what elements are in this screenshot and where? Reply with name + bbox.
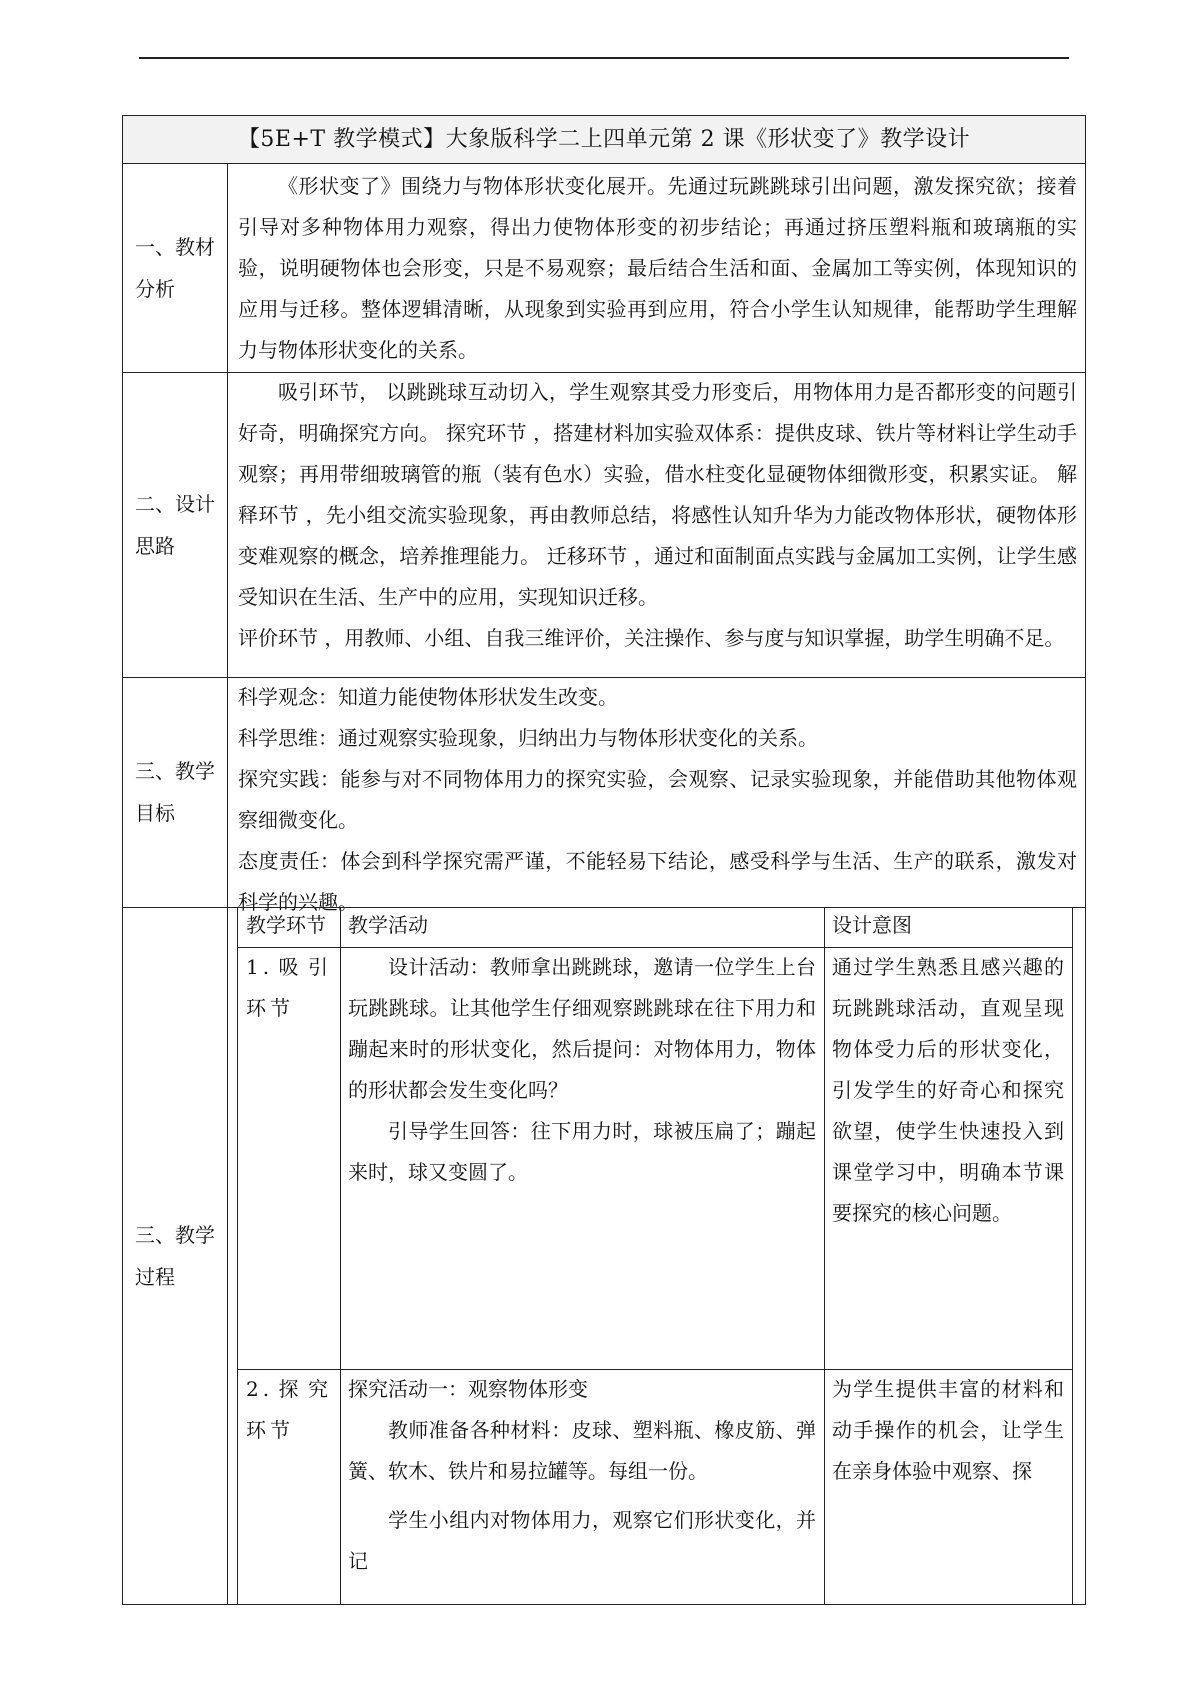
process-table xyxy=(237,907,1073,1604)
intent-cell: 通过学生熟悉且感兴趣的玩跳跳球活动，直观呈现物体受力后的形状变化，引发学生的好奇心和探究欲望，使学生快速投入到课堂学习中，明确本节课要探究的核心问题。 xyxy=(832,955,1064,1225)
header-intent: 设计意图 xyxy=(832,913,912,937)
lesson-plan-table xyxy=(122,115,1086,1605)
stage-cell: 1.吸引环节 xyxy=(246,955,332,1020)
section-content-objectives xyxy=(227,677,1085,914)
header-activity: 教学活动 xyxy=(348,913,428,937)
section-content-analysis xyxy=(227,164,1085,372)
header-stage: 教学环节 xyxy=(246,913,326,937)
objective-line: 态度责任：体会到科学探究需严谨，不能轻易下结论，感受科学与生活、生产的联系，激发对科学的兴趣。 xyxy=(238,849,1077,914)
objective-line: 科学观念：知道力能使物体形状发生改变。 xyxy=(238,685,618,709)
activity-cell xyxy=(340,1369,824,1604)
activity-paragraph: 设计活动：教师拿出跳跳球，邀请一位学生上台玩跳跳球。让其他学生仔细观察跳跳球在往下用力和蹦起来时的形状变化，然后提问：对物体用力，物体的形状都会发生变化吗？ xyxy=(348,955,816,1102)
stage-cell: 2.探究环节 xyxy=(246,1377,332,1442)
activity-cell xyxy=(340,947,824,1369)
activity-paragraph: 学生小组内对物体用力，观察它们形状变化，并记 xyxy=(348,1508,816,1573)
document-title: 【5E+T 教学模式】大象版科学二上四单元第 2 课《形状变了》教学设计 xyxy=(123,116,1085,164)
objective-line: 科学思维：通过观察实验现象，归纳出力与物体形状变化的关系。 xyxy=(238,726,818,750)
intent-cell: 为学生提供丰富的材料和动手操作的机会，让学生在亲身体验中观察、探 xyxy=(832,1377,1064,1483)
design-text: 吸引环节， 以跳跳球互动切入，学生观察其受力形变后，用物体用力是否都形变的问题引好奇，明确探究方向。 探究环节 ，搭建材料加实验双体系：提供皮球、铁片等材料让学生动手观察；再用带细玻璃管的瓶（装有色水）实验，借水柱变化显硬物体细微形变，积累实证。 解释环节 ，先小组交流实验现象，再由教师总结，将感性认知升华为力能改物体形状，硬物体形变难观察的概念，培养推理能力。 迁移环节 ，通过和面制面点实践与金属加工实例，让学生感受知识在生活、生产中的应用，实现知识迁移。 xyxy=(238,380,1077,609)
section-label-process: 三、教学过程 xyxy=(135,1222,215,1289)
activity-paragraph: 教师准备各种材料：皮球、塑料瓶、橡皮筋、弹簧、软木、铁片和易拉罐等。每组一份。 xyxy=(348,1418,816,1483)
column-divider xyxy=(227,907,228,1604)
section-label-objectives: 三、教学目标 xyxy=(135,759,215,825)
activity-paragraph: 引导学生回答：往下用力时，球被压扁了；蹦起来时，球又变圆了。 xyxy=(348,1119,816,1184)
section-label-analysis: 一、教材分析 xyxy=(135,235,215,301)
analysis-text: 《形状变了》围绕力与物体形状变化展开。先通过玩跳跳球引出问题，激发探究欲；接着引导对多种物体用力观察，得出力使物体形变的初步结论；再通过挤压塑料瓶和玻璃瓶的实验，说明硬物体也会形变，只是不易观察；最后结合生活和面、金属加工等实例，体现知识的应用与迁移。整体逻辑清晰，从现象到实验再到应用，符合小学生认知规律，能帮助学生理解力与物体形状变化的关系。 xyxy=(238,174,1077,362)
header-rule xyxy=(139,57,1069,59)
objective-line: 探究实践：能参与对不同物体用力的探究实验，会观察、记录实验现象，并能借助其他物体观察细微变化。 xyxy=(238,767,1077,832)
section-content-design xyxy=(227,372,1085,677)
section-label-design: 二、设计思路 xyxy=(135,491,215,558)
activity-title: 探究活动一：观察物体形变 xyxy=(348,1377,588,1401)
design-text-eval: 评价环节 ，用教师、小组、自我三维评价，关注操作、参与度与知识掌握，助学生明确不足。 xyxy=(238,626,1065,650)
